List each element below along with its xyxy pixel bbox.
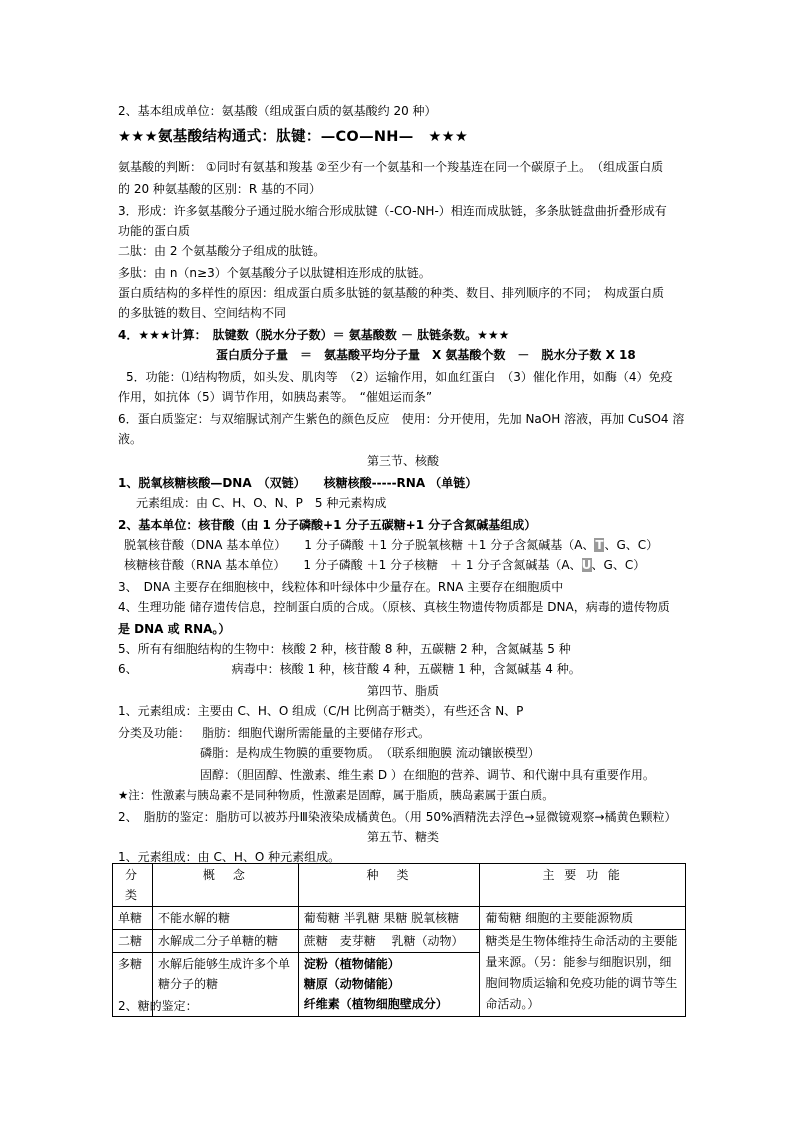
text-line: 二肽：由 2 个氨基酸分子组成的肽链。 [118,244,326,258]
text-line: 6．蛋白质鉴定：与双缩脲试剂产生紫色的颜色反应 使用：分开使用，先加 NaOH 溶液，再加 CuSO4 溶 [118,412,685,426]
text-line: 3、 DNA 主要存在细胞核中，线粒体和叶绿体中少量存在。RNA 主要存在细胞质中 [118,580,564,594]
heading-amino-acid-formula: ★★★氨基酸结构通式：肽键：—CO—NH— ★★★ [118,129,469,145]
text-line: 作用，如抗体（5）调节作用，如胰岛素等。 “催姐运而条” [118,390,433,404]
table-header-row [113,864,686,907]
table-cell [298,953,480,1017]
table-header: 主 要 功 能 [480,864,686,907]
sugar-classification-table [112,863,686,1017]
table-cell: 不能水解的糖 [152,907,298,930]
table-cell-shared-function: 糖类是生物体维持生命活动的主要能量来源。（另：能参与细胞识别，细胞间物质运输和免疫功能的调节等生命活动。） [480,930,686,1017]
text-line [124,558,645,572]
table-cell: 二糖 [113,930,153,953]
text-span: 6、 [118,662,138,676]
table-cell-line: 糖原（动物储能） [303,977,400,992]
text-line: 2、 脂肪的鉴定：脂肪可以被苏丹Ⅲ染液染成橘黄色。（用 50%酒精洗去浮色→显微镜观察→橘黄色颗粒） [118,810,677,824]
note-line: ★注：性激素与胰岛素不是同种物质，性激素是固醇，属于脂质，胰岛素属于蛋白质。 [118,788,554,802]
text-span: 病毒中：核酸 1 种，核苷酸 4 种，五碳糖 1 种，含氮碱基 4 种。 [231,662,581,676]
text-line [118,160,663,174]
text-line: 多肽：由 n（n≥3）个氨基酸分子以肽键相连形成的肽链。 [118,266,431,280]
text-line: 3．形成：许多氨基酸分子通过脱水缩合形成肽键（-CO-NH-）相连而成肽链，多条肽链盘曲折叠形成有 [118,204,667,218]
text-span: ①同时有氨基和羧基 ②至少有一个氨基和一个羧基连在同一个碳原子上。 （组成蛋白质 [205,160,664,174]
text-line: 1、元素组成：主要由 C、H、O 组成（C/H 比例高于糖类），有些还含 N、P [118,704,524,718]
section-heading: 第四节、脂质 [366,684,439,698]
text-line [124,538,658,552]
table-cell-line: 淀粉（植物储能） [303,957,400,972]
table-cell: 水解成二分子单糖的糖 [152,930,298,953]
text-line: 2、基本组成单位：氨基酸（组成蛋白质的氨基酸约 20 种） [118,104,437,118]
text-span: 核糖核苷酸（RNA 基本单位） 1 分子磷酸 ＋1 分子核糖 ＋ 1 分子含氮碱基（A、 [124,558,582,572]
text-line [118,726,430,740]
table-cell: 葡萄糖 细胞的主要能源物质 [480,907,686,930]
table-header: 种 类 [298,864,480,907]
table-cell: 多糖 [113,953,153,1017]
text-line: 1、脱氧核糖核酸—DNA （双链） 核糖核酸-----RNA （单链） [118,476,478,490]
text-line: 4．★★★计算： 肽键数（脱水分子数）＝ 氨基酸数 － 肽链条数。★★★ [118,328,510,342]
table-cell: 单糖 [113,907,153,930]
text-span: 、G、C） [591,558,646,572]
text-line: 2、基本单位：核苷酸（由 1 分子磷酸+1 分子五碳糖+1 分子含氮碱基组成） [118,518,537,532]
text-line: 功能的蛋白质 [118,224,191,238]
table-cell: 水解后能够生成许多个单糖分子的糖 [152,953,298,1017]
text-line: 5．功能：⑴结构物质，如头发、肌肉等 （2）运输作用，如血红蛋白 （3）催化作用，如酶（4）免疫 [126,370,673,384]
text-span: 分类及功能： [118,726,191,740]
section-heading: 第三节、核酸 [366,454,439,468]
text-line: 的多肽链的数目、空间结构不同 [118,306,287,320]
table-row [113,907,686,930]
text-line: 蛋白质分子量 ＝ 氨基酸平均分子量 Χ 氨基酸个数 － 脱水分子数 Χ 18 [216,348,636,362]
text-span: 脱氧核苷酸（DNA 基本单位） 1 分子磷酸 ＋1 分子脱氧核糖 ＋1 分子含氮碱基（A、 [124,538,595,552]
highlighted-letter-t: T [595,538,604,552]
table-cell-line: 纤维素（植物细胞壁成分） [303,997,448,1012]
text-line [118,662,581,676]
table-header: 分类 [113,864,153,907]
text-line: 1、元素组成：由 C、H、O 种元素组成。 [118,850,341,864]
table-cell: 蔗糖 麦芽糖 乳糖（动物） [298,930,480,953]
text-span: 脂肪：细胞代谢所需能量的主要储存形式。 [202,726,431,740]
text-line: 5、所有有细胞结构的生物中：核酸 2 种，核苷酸 8 种，五碳糖 2 种，含氮碱基 5 种 [118,642,571,656]
text-line: 4、生理功能 储存遗传信息，控制蛋白质的合成。（原核、真核生物遗传物质都是 DNA，病毒的遗传物质 [118,600,670,614]
text-span: 、G、C） [604,538,659,552]
table-cell: 葡萄糖 半乳糖 果糖 脱氧核糖 [298,907,480,930]
text-line: 是 DNA 或 RNA。） [118,622,231,636]
highlighted-letter-u: U [581,558,592,572]
text-line: 元素组成：由 C、H、O、N、P 5 种元素构成 [136,496,387,510]
text-line: 液。 [118,432,143,446]
table-header: 概 念 [152,864,298,907]
text-line: 2、糖的鉴定： [118,999,198,1013]
text-line: 磷脂：是构成生物膜的重要物质。 （联系细胞膜 流动镶嵌模型） [200,746,540,760]
text-line: 固醇：（胆固醇、性激素、维生素 D ）在细胞的营养、调节、和代谢中具有重要作用。 [200,768,655,782]
section-heading: 第五节、糖类 [366,830,439,844]
table-row [113,930,686,953]
text-line: 蛋白质结构的多样性的原因：组成蛋白质多肽链的氨基酸的种类、数目、排列顺序的不同； 构成蛋白质 [118,286,665,300]
text-line: 的 20 种氨基酸的区别：R 基的不同） [118,182,322,196]
text-span: 氨基酸的判断： [118,160,203,174]
